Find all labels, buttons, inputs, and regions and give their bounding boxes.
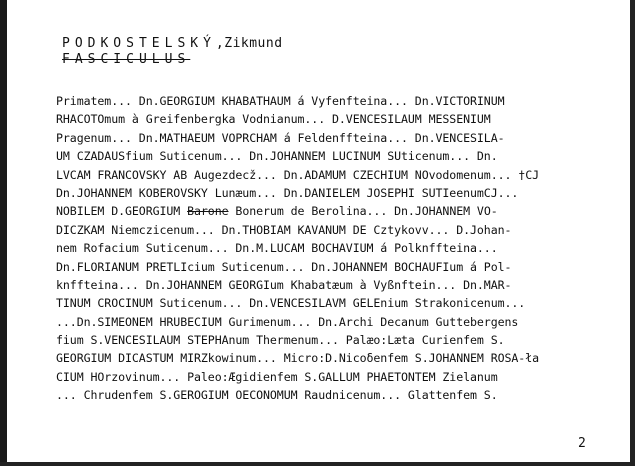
- text-segment: Dn.FLORIANUM PRETLIcium Suticenum... Dn.JOHANNEM BOCHAUFIum á Pol-: [56, 259, 512, 274]
- scan-left-border: [0, 0, 7, 466]
- text-line: [56, 294, 632, 312]
- text-line: [56, 368, 632, 386]
- text-line: [56, 239, 632, 257]
- text-segment: UM CZADAUSfium Suticenum... Dn.JOHANNEM LUCINUM SUticenum... Dn.: [56, 149, 498, 164]
- text-segment: Pragenum... Dn.MATHAEUM VOPRCHAM á Feldenffteina... Dn.VENCESILA-: [56, 130, 505, 145]
- text-line: [56, 258, 632, 276]
- text-segment: knffteina... Dn.JOHANNEM GEORGIum Khabatæum à Vyßnftein... Dn.MAR-: [56, 277, 512, 292]
- text-segment: nem Rofacium Suticenum... Dn.M.LUCAM BOCHAVIUM á Polknffteina...: [56, 241, 498, 256]
- text-segment: GEORGIUM DICASTUM MIRZkowinum... Micro:D.Nicoδenfem S.JOHANNEM ROSA-ła: [56, 351, 540, 366]
- text-segment: Bonerum de Berolina... Dn.JOHANNEM VO-: [228, 204, 498, 219]
- text-line: [56, 110, 632, 128]
- text-line: [56, 313, 632, 331]
- text-line: [56, 386, 632, 404]
- text-segment: DICZKAM Niemczicenum... Dn.THOBIAM KAVANUM DE Cztykovv... D.Johan-: [56, 222, 512, 237]
- text-segment: TINUM CROCINUM Suticenum... Dn.VENCESILAVM GELEnium Strakonicenum...: [56, 296, 526, 311]
- heading-given-name: ,Zikmund: [215, 36, 283, 51]
- text-line: [56, 202, 632, 220]
- text-segment: fium S.VENCESILAUM STEPHAnum Thermenum... Palæo:Læta Curienfem S.: [56, 333, 505, 348]
- struck-word: Barone: [187, 204, 229, 219]
- text-segment: CIUM HOrzovinum... Paleo:Ægidienfem S.GALLUM PHAETONTEM Zielanum: [56, 369, 498, 384]
- text-line: [56, 92, 632, 110]
- struck-fasciculus-label: FASCICULUS: [62, 52, 191, 67]
- text-line: [56, 129, 632, 147]
- text-segment: ...Dn.SIMEONEM HRUBECIUM Gurimenum... Dn.Archi Decanum Guttebergens: [56, 314, 519, 329]
- text-segment: Dn.JOHANNEM KOBEROVSKY Lunæum... Dn.DANIELEM JOSEPHI SUTIeenumCJ...: [56, 185, 519, 200]
- text-line: [56, 349, 632, 367]
- text-line: [56, 276, 632, 294]
- card-heading: [62, 36, 283, 51]
- text-segment: ... Chrudenfem S.GEROGIUM OECONOMUM Raudnicenum... Glattenfem S.: [56, 388, 498, 403]
- text-segment: NOBILEM D.GEORGIUM: [56, 204, 188, 219]
- text-line: [56, 221, 632, 239]
- text-segment: RHACOTOmum à Greifenbergka Vodnianum... D.VENCESILAUM MESSENIUM: [56, 112, 491, 127]
- transcription-body: [56, 92, 632, 405]
- text-line: [56, 147, 632, 165]
- text-line: [56, 166, 632, 184]
- text-line: [56, 331, 632, 349]
- text-segment: Primatem... Dn.GEORGIUM KHABATHAUM á Vyfenfteina... Dn.VICTORINUM: [56, 94, 505, 108]
- scan-bottom-border: [0, 462, 635, 466]
- text-line: [56, 184, 632, 202]
- text-segment: LVCAM FRANCOVSKY AB Augezdecž... Dn.ADAMUM CZECHIUM NOvodomenum... †CJ: [56, 167, 540, 182]
- heading-surname: PODKOSTELSKÝ: [62, 36, 216, 51]
- page-number: 2: [578, 436, 586, 451]
